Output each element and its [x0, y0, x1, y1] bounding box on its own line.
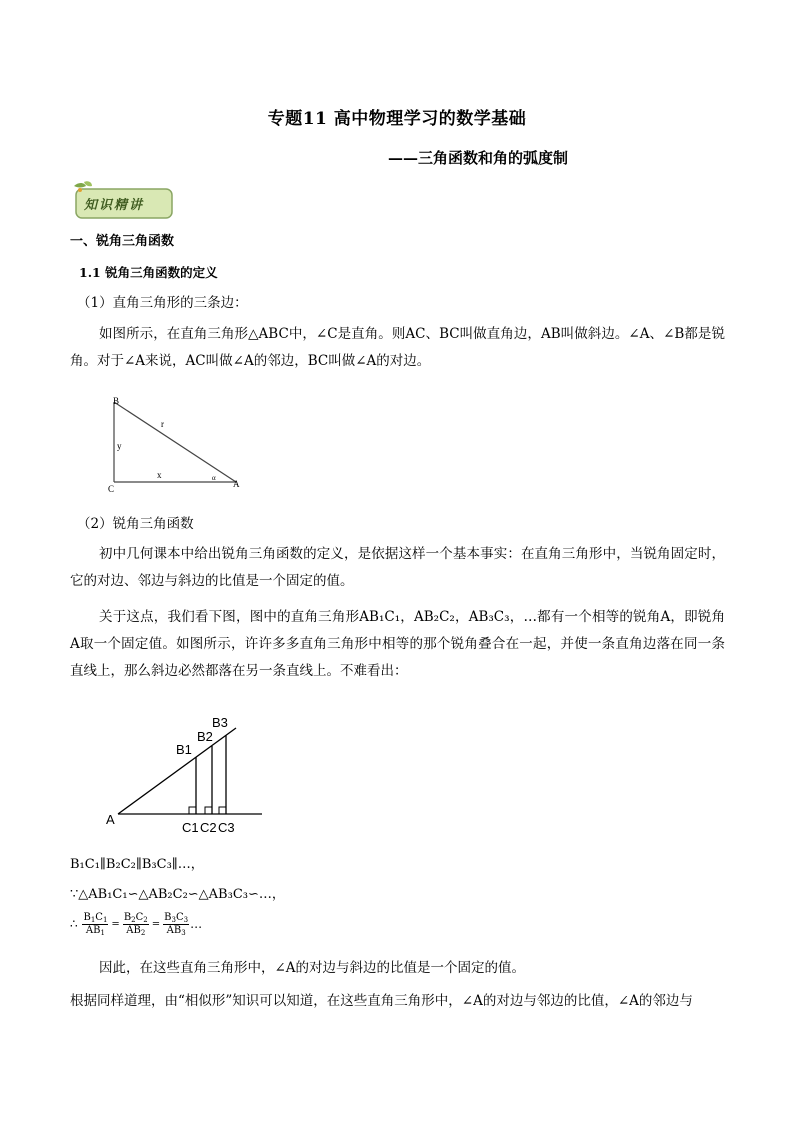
label-y: y [117, 441, 122, 451]
similar-statement: ∵△AB₁C₁∽△AB₂C₂∽△AB₃C₃∽…， [70, 887, 285, 902]
label-A2: A [106, 812, 115, 827]
part1-paragraph: 如图所示，在直角三角形△ABC中，∠C是直角。则AC、BC叫做直角边，AB叫做斜边。∠A、∠B都是锐角。对于∠A来说，AC叫做∠A的邻边，BC叫做∠A的对边。 [70, 326, 725, 369]
label-C3: C3 [218, 820, 235, 835]
part2-label: （2）锐角三角函数 [77, 516, 194, 532]
part1-label: （1）直角三角形的三条边： [77, 295, 248, 311]
label-r: r [161, 419, 164, 429]
label-x: x [157, 470, 162, 480]
label-B: B [113, 396, 120, 406]
badge-label: 知识精讲 [84, 198, 145, 213]
right-triangle-figure [104, 392, 254, 494]
fraction-3: $\frac{B_3C_3}{AB_3}$ [164, 912, 189, 937]
parallel-statement: B₁C₁∥B₂C₂∥B₃C₃∥…， [70, 857, 204, 872]
label-B2: B2 [197, 729, 213, 744]
label-B3: B3 [212, 715, 228, 730]
fraction-2: $\frac{B_2C_2}{AB_2}$ [123, 912, 148, 937]
knowledge-badge [70, 180, 174, 220]
label-C2: C2 [200, 820, 217, 835]
label-alpha: α [212, 474, 216, 482]
conclusion-paragraph-1: 因此，在这些直角三角形中，∠A的对边与斜边的比值是一个固定的值。 [99, 960, 526, 976]
page-title: 专题11 高中物理学习的数学基础 [267, 109, 527, 129]
label-C1: C1 [182, 820, 199, 835]
part2-paragraph-2: 关于这点，我们看下图，图中的直角三角形AB₁C₁，AB₂C₂，AB₃C₃，…都有一个相等的锐角A，即锐角A取一个固定值。如图所示，许许多多直角三角形中相等的那个锐角叠合在一起，并使一条直角边落在同一条直线上，那么斜边必然都落在另一条直线上。不难看出： [70, 609, 725, 679]
fraction-1: $\frac{B_1C_1}{AB_1}$ [83, 912, 108, 937]
similar-triangles-figure [100, 708, 270, 838]
label-B1: B1 [176, 742, 192, 757]
label-A: A [233, 479, 240, 489]
page-subtitle: ——三角函数和角的弧度制 [388, 149, 569, 167]
part2-paragraph-1: 初中几何课本中给出锐角三角函数的定义，是依据这样一个基本事实：在直角三角形中，当锐角固定时，它的对边、邻边与斜边的比值是一个固定的值。 [70, 546, 725, 589]
section-heading: 一、锐角三角函数 [70, 234, 175, 249]
ratio-formula: ∴ $\frac{B_1C_1}{AB_1}$ = $\frac{B_2C_2}{AB_2}$ = $\frac{B_3C_3}{AB_3}$ … [70, 912, 203, 937]
subsection-heading: 1.1 锐角三角函数的定义 [79, 265, 218, 280]
label-C: C [108, 484, 115, 494]
conclusion-paragraph-2: 根据同样道理，由“相似形”知识可以知道，在这些直角三角形中，∠A的对边与邻边的比值，∠A的邻边与 [70, 993, 693, 1009]
